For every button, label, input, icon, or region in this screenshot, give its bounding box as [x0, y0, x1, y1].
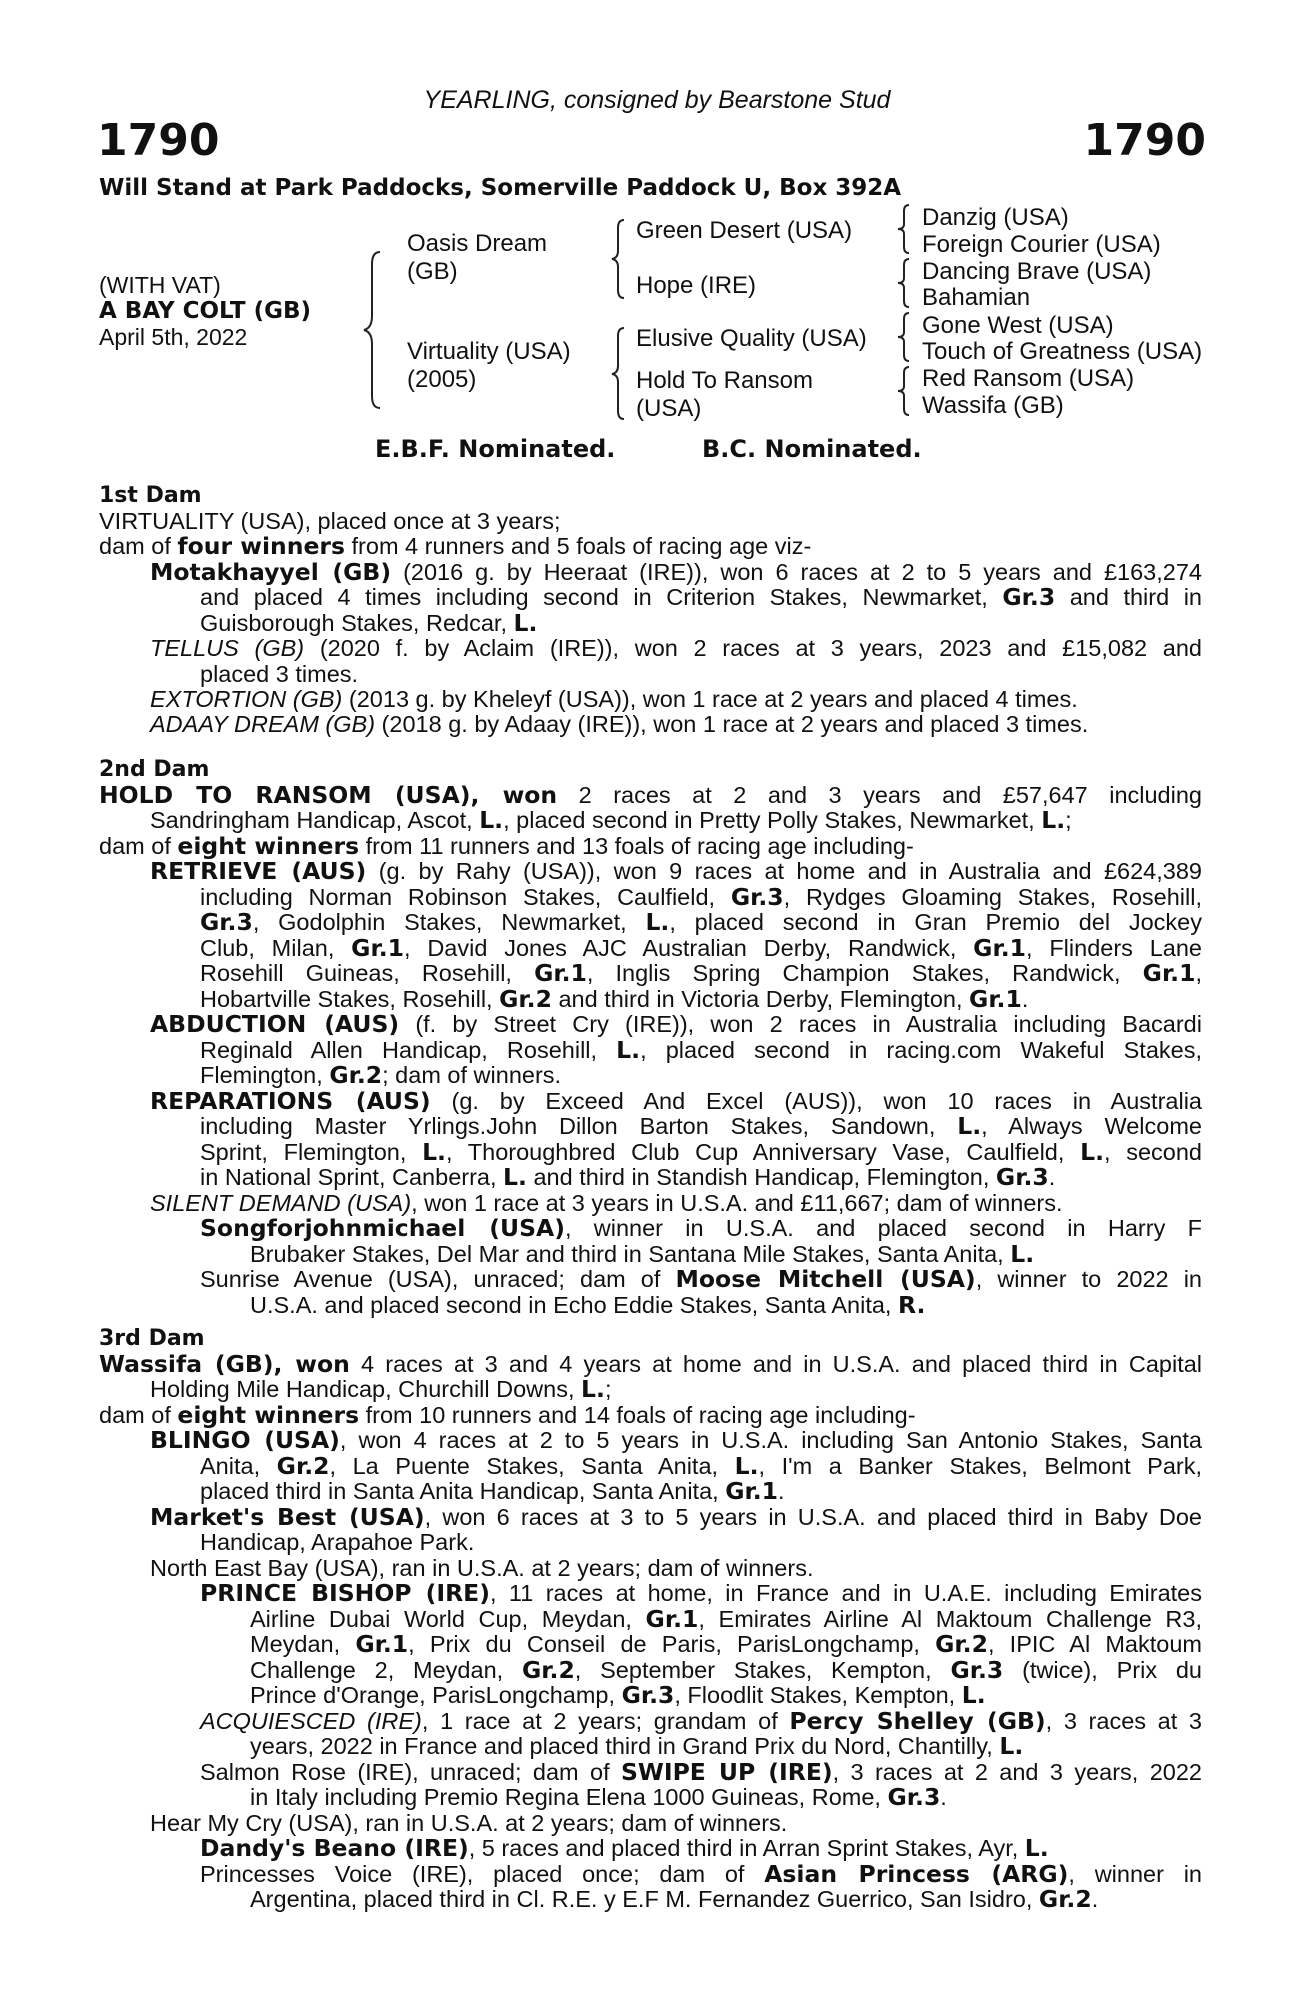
produce-entry: RETRIEVE (AUS) (g. by Rahy (USA)), won 9 races at home and in Australia and £624,389 — [150, 857, 1202, 885]
produce-entry: Dandy's Beano (IRE), 5 races and placed third in Arran Sprint Stakes, Ayr, L. — [200, 1834, 1049, 1862]
produce-entry: Songforjohnmichael (USA), winner in U.S.A. and placed second in Harry F — [200, 1214, 1202, 1242]
produce-line: Airline Dubai World Cup, Meydan, Gr.1, Emirates Airline Al Maktoum Challenge R3, — [250, 1605, 1203, 1633]
produce-line: Club, Milan, Gr.1, David Jones AJC Australian Derby, Randwick, Gr.1, Flinders Lane — [200, 934, 1202, 962]
produce-entry: Princesses Voice (IRE), placed once; dam of Asian Princess (ARG), winner in — [200, 1860, 1202, 1888]
lot-number-left: 1790 — [97, 115, 220, 166]
brace-dss — [893, 311, 917, 363]
stand-location: Will Stand at Park Paddocks, Somerville Paddock U, Box 392A — [99, 175, 902, 201]
produce-line: placed 3 times. — [200, 661, 359, 687]
produce-line: Sprint, Flemington, L., Thoroughbred Club Cup Anniversary Vase, Caulfield, L., second — [200, 1138, 1202, 1166]
produce-entry: SILENT DEMAND (USA), won 1 race at 3 years in U.S.A. and £11,667; dam of winners. — [150, 1190, 1063, 1216]
produce-line: Gr.3, Godolphin Stakes, Newmarket, L., placed second in Gran Premio del Jockey — [200, 908, 1203, 936]
pedigree-sd: Hope (IRE) — [636, 272, 757, 299]
produce-entry: Market's Best (USA), won 6 races at 3 to 5 years in U.S.A. and placed third in Baby Doe — [150, 1503, 1202, 1531]
ebf-nomination: E.B.F. Nominated. — [375, 435, 616, 463]
pedigree-ddd: Wassifa (GB) — [922, 392, 1064, 419]
brace-dds — [893, 365, 917, 417]
produce-line: Handicap, Arapahoe Park. — [200, 1529, 475, 1555]
vat-note: (WITH VAT) — [99, 272, 221, 298]
produce-line: Rosehill Guineas, Rosehill, Gr.1, Inglis Spring Champion Stakes, Randwick, Gr.1, — [200, 959, 1202, 987]
produce-entry: ACQUIESCED (IRE), 1 race at 2 years; grandam of Percy Shelley (GB), 3 races at 3 — [200, 1707, 1202, 1735]
pedigree-dd: Hold To Ransom (USA) — [636, 367, 813, 422]
pedigree-brace-sire — [606, 218, 634, 300]
produce-entry: North East Bay (USA), ran in U.S.A. at 2 years; dam of winners. — [150, 1555, 814, 1581]
dam-line: HOLD TO RANSOM (USA), won 2 races at 2 and 3 years and £57,647 including — [99, 781, 1202, 809]
produce-entry: TELLUS (GB) (2020 f. by Aclaim (IRE)), won 2 races at 3 years, 2023 and £15,082 and — [150, 635, 1202, 661]
pedigree-sdd: Bahamian — [922, 284, 1031, 311]
pedigree-dam: Virtuality (USA) (2005) — [407, 338, 571, 393]
produce-line: including Norman Robinson Stakes, Caulfield, Gr.3, Rydges Gloaming Stakes, Rosehill, — [200, 883, 1202, 911]
dam-line: Sandringham Handicap, Ascot, L., placed second in Pretty Polly Stakes, Newmarket, L.; — [150, 806, 1072, 834]
horse-dob: April 5th, 2022 — [99, 324, 248, 350]
pedigree-brace-dam — [606, 326, 634, 421]
produce-entry: Motakhayyel (GB) (2016 g. by Heeraat (IRE)), won 6 races at 2 to 5 years and £163,274 — [150, 558, 1202, 586]
produce-line: including Master Yrlings.John Dillon Barton Stakes, Sandown, L., Always Welcome — [200, 1112, 1202, 1140]
produce-line: Reginald Allen Handicap, Rosehill, L., placed second in racing.com Wakeful Stakes, — [200, 1036, 1202, 1064]
pedigree-ds: Elusive Quality (USA) — [636, 325, 867, 352]
dam-produce-line: dam of eight winners from 10 runners and 14 foals of racing age including- — [99, 1401, 916, 1429]
pedigree-ssd: Foreign Courier (USA) — [922, 231, 1161, 258]
produce-line: Anita, Gr.2, La Puente Stakes, Santa Anita, L., I'm a Banker Stakes, Belmont Park, — [200, 1452, 1203, 1480]
produce-entry: Salmon Rose (IRE), unraced; dam of SWIPE UP (IRE), 3 races at 2 and 3 years, 2022 — [200, 1758, 1202, 1786]
produce-entry: BLINGO (USA), won 4 races at 2 to 5 years in U.S.A. including San Antonio Stakes, Santa — [150, 1426, 1202, 1454]
bc-nomination: B.C. Nominated. — [702, 435, 922, 463]
produce-line: Challenge 2, Meydan, Gr.2, September Stakes, Kempton, Gr.3 (twice), Prix du — [250, 1656, 1203, 1684]
produce-entry: Hear My Cry (USA), ran in U.S.A. at 2 years; dam of winners. — [150, 1810, 788, 1836]
pedigree-sds: Dancing Brave (USA) — [922, 258, 1152, 285]
lot-number-right: 1790 — [1083, 115, 1206, 166]
pedigree-dds: Red Ransom (USA) — [922, 365, 1135, 392]
pedigree-sss: Danzig (USA) — [922, 204, 1069, 231]
produce-line: Flemington, Gr.2; dam of winners. — [200, 1061, 562, 1089]
produce-entry: REPARATIONS (AUS) (g. by Exceed And Excel (AUS)), won 10 races in Australia — [150, 1087, 1202, 1115]
produce-entry: ABDUCTION (AUS) (f. by Street Cry (IRE)), won 2 races in Australia including Bacardi — [150, 1010, 1202, 1038]
produce-line: placed third in Santa Anita Handicap, Santa Anita, Gr.1. — [200, 1477, 785, 1505]
produce-line: Meydan, Gr.1, Prix du Conseil de Paris, ParisLongchamp, Gr.2, IPIC Al Maktoum — [250, 1630, 1202, 1658]
produce-line: Prince d'Orange, ParisLongchamp, Gr.3, Floodlit Stakes, Kempton, L. — [250, 1681, 986, 1709]
produce-line: Brubaker Stakes, Del Mar and third in Santana Mile Stakes, Santa Anita, L. — [250, 1240, 1035, 1268]
produce-line: in National Sprint, Canberra, L. and third in Standish Handicap, Flemington, Gr.3. — [200, 1163, 1056, 1191]
produce-line: Argentina, placed third in Cl. R.E. y E.F M. Fernandez Guerrico, San Isidro, Gr.2. — [250, 1885, 1099, 1913]
produce-entry: Sunrise Avenue (USA), unraced; dam of Moose Mitchell (USA), winner to 2022 in — [200, 1265, 1202, 1293]
pedigree-sire: Oasis Dream (GB) — [407, 230, 548, 285]
produce-line: years, 2022 in France and placed third in Grand Prix du Nord, Chantilly, L. — [250, 1732, 1024, 1760]
dam-produce-line: dam of eight winners from 11 runners and 13 foals of racing age including- — [99, 832, 914, 860]
produce-line: in Italy including Premio Regina Elena 1000 Guineas, Rome, Gr.3. — [250, 1783, 947, 1811]
brace-sss — [893, 203, 917, 255]
pedigree-brace-main — [358, 250, 398, 410]
produce-entry: PRINCE BISHOP (IRE), 11 races at home, in France and in U.A.E. including Emirates — [200, 1579, 1202, 1607]
horse-name: A BAY COLT (GB) — [99, 298, 312, 324]
produce-entry: ADAAY DREAM (GB) (2018 g. by Adaay (IRE)), won 1 race at 2 years and placed 3 times. — [150, 711, 1089, 737]
pedigree-dsd: Touch of Greatness (USA) — [922, 338, 1203, 365]
dam-produce-line: dam of four winners from 4 runners and 5 foals of racing age viz- — [99, 532, 812, 560]
dam-line: Wassifa (GB), won 4 races at 3 and 4 years at home and in U.S.A. and placed third in Capital — [99, 1350, 1203, 1378]
dam-line: Holding Mile Handicap, Churchill Downs, L.; — [150, 1375, 612, 1403]
produce-line: and placed 4 times including second in Criterion Stakes, Newmarket, Gr.3 and third in — [200, 583, 1202, 611]
produce-line: Hobartville Stakes, Rosehill, Gr.2 and third in Victoria Derby, Flemington, Gr.1. — [200, 985, 1029, 1013]
dam-line: VIRTUALITY (USA), placed once at 3 years; — [99, 508, 561, 534]
brace-sds — [893, 257, 917, 309]
consignor-line: YEARLING, consigned by Bearstone Stud — [423, 86, 891, 114]
section-heading: 1st Dam — [99, 483, 202, 508]
section-heading: 3rd Dam — [99, 1326, 205, 1351]
pedigree-ss: Green Desert (USA) — [636, 217, 853, 244]
produce-entry: EXTORTION (GB) (2013 g. by Kheleyf (USA)), won 1 race at 2 years and placed 4 times. — [150, 686, 1078, 712]
pedigree-dss: Gone West (USA) — [922, 312, 1114, 339]
section-heading: 2nd Dam — [99, 757, 210, 782]
produce-line: Guisborough Stakes, Redcar, L. — [200, 609, 538, 637]
produce-line: U.S.A. and placed second in Echo Eddie Stakes, Santa Anita, R. — [250, 1291, 926, 1319]
